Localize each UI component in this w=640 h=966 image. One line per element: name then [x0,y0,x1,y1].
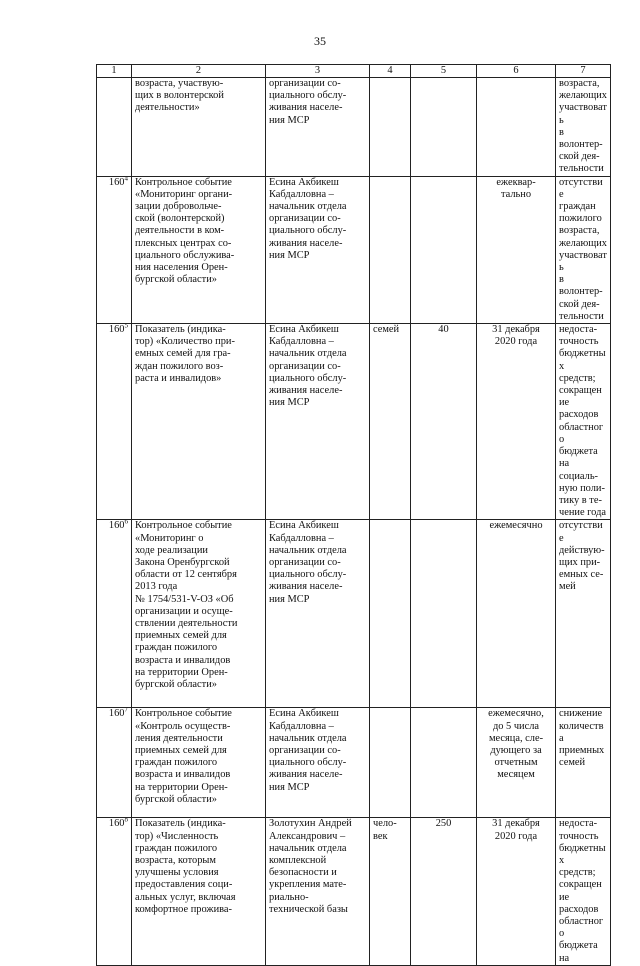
value-text: 40 [438,324,449,336]
row-number-cell [97,708,132,818]
row-number-cell [97,818,132,965]
deadline-cell [477,520,556,708]
unit-text: чело- век [373,818,397,842]
responsible-cell [266,708,370,818]
risk-cell [556,520,611,708]
unit-cell [370,176,411,323]
deadline-cell [477,324,556,520]
unit-text: семей [373,324,400,336]
responsible-cell [266,78,370,177]
risk-text: недоста- точность бюджетных средств; сокращение расходов областного бюджета на социаль- ную поли- тику в те- чение года [559,324,606,519]
value-cell [411,78,477,177]
row-number: 160 [108,520,125,532]
table-header-row [97,65,611,78]
row-number-cell [97,78,132,177]
table-row [97,176,611,323]
unit-cell [370,520,411,708]
responsible-text: организации со- циального обслу- живания населе- ния МСР [269,78,347,126]
value-text: 250 [435,818,452,830]
column-header-1: 1 [97,65,132,78]
column-header-6: 6 [477,65,556,78]
page-number: 35 [314,34,326,48]
risk-cell [556,176,611,323]
table-row [97,818,611,965]
responsible-text: Есина Акбикеш Кабдалловна – начальник отдела организации со- циального обслу- живания населе- ния МСР [269,520,347,605]
value-cell [411,520,477,708]
description-text: Контрольное событие «Мониторинг о ходе реализации Закона Оренбургской области от 12 сентября 2013 года № 1754/531-V-ОЗ «Об организации и осуще- ствлении деятельности приемных семей для граждан пожилого возраста и инвалидов на территории Орен- бургской области» [135,520,238,690]
description-cell [132,818,266,965]
description-cell [132,176,266,323]
risk-text: отсутствие граждан пожилого возраста, желающих участвовать в волонтер- ской дея- тельности [559,176,607,322]
deadline-text: 31 декабря 2020 года [492,818,540,842]
deadline-cell [477,708,556,818]
description-cell [132,520,266,708]
table-row [97,520,611,708]
risk-cell [556,324,611,520]
responsible-text: Есина Акбикеш Кабдалловна – начальник отдела организации со- циального обслу- живания населе- ния МСР [269,324,347,409]
deadline-cell [477,78,556,177]
description-cell [132,324,266,520]
description-cell [132,78,266,177]
responsible-cell [266,176,370,323]
row-number-superscript: 8 [124,817,128,824]
unit-cell [370,324,411,520]
value-cell [411,324,477,520]
description-text: Показатель (индика- тор) «Численность граждан пожилого возраста, которым улучшены условия предоставления соци- альных услуг, включая комфортное прожива- [135,818,236,915]
responsible-cell [266,818,370,965]
table-row [97,324,611,520]
row-number: 160 [108,324,125,336]
column-header-5: 5 [411,65,477,78]
column-header-7: 7 [556,65,611,78]
row-number-cell [97,176,132,323]
deadline-text: ежемесячно [489,520,543,532]
responsible-cell [266,520,370,708]
deadline-cell [477,176,556,323]
description-text: Контрольное событие «Контроль осуществ- ления деятельности приемных семей для граждан пожилого возраста и инвалидов на территории Орен- бургской области» [135,708,232,805]
description-text: Показатель (индика- тор) «Количество при- емных семей для гра- ждан пожилого воз- раста и инвалидов» [135,324,235,384]
responsible-text: Есина Акбикеш Кабдалловна – начальник отдела организации со- циального обслу- живания населе- ния МСР [269,708,347,793]
row-number-cell [97,520,132,708]
risk-text: отсутствие действую- щих при- емных се- мей [559,520,605,593]
responsible-text: Есина Акбикеш Кабдалловна – начальник отдела организации со- циального обслу- живания населе- ния МСР [269,176,347,261]
responsible-text: Золотухин Андрей Александрович – начальник отдела комплексной безопасности и укрепления мате- риально- технической базы [269,818,352,915]
responsible-cell [266,324,370,520]
description-text: возраста, участвую- щих в волонтерской деятельности» [135,78,224,114]
table-row [97,708,611,818]
row-number-superscript: 7 [124,707,128,714]
row-number: 160 [108,708,125,720]
row-number-cell [97,324,132,520]
risk-text: снижение количества приемных семей [559,708,605,769]
column-header-4: 4 [370,65,411,78]
column-header-2: 2 [132,65,266,78]
risk-cell [556,818,611,965]
row-number-superscript: 6 [124,519,128,526]
risk-cell [556,708,611,818]
deadline-text: ежемесячно, до 5 числа месяца, сле- дующего за отчетным месяцем [488,708,544,781]
unit-cell [370,78,411,177]
deadline-text: 31 декабря 2020 года [492,324,540,348]
column-header-3: 3 [266,65,370,78]
row-number: 160 [108,818,125,830]
description-cell [132,708,266,818]
risk-cell [556,78,611,177]
value-cell [411,708,477,818]
table-row [97,78,611,177]
row-number: 160 [108,176,125,188]
row-number-superscript: 5 [124,323,128,330]
description-text: Контрольное событие «Мониторинг органи- зации добровольче- ской (волонтерской) деятельности в ком- плексных центрах со- циального обслужива- ния населения Орен- бургской области» [135,176,235,286]
deadline-text: ежеквар- тально [496,176,536,200]
deadline-cell [477,818,556,965]
risk-text: недоста- точность бюджетных средств; сокращение расходов областного бюджета на [559,818,606,964]
unit-cell [370,708,411,818]
value-cell [411,818,477,965]
row-number-superscript: 4 [124,176,128,183]
document-table [96,64,611,966]
unit-cell [370,818,411,965]
risk-text: возраста, желающих участвовать в волонтер- ской дея- тельности [559,78,607,175]
value-cell [411,176,477,323]
